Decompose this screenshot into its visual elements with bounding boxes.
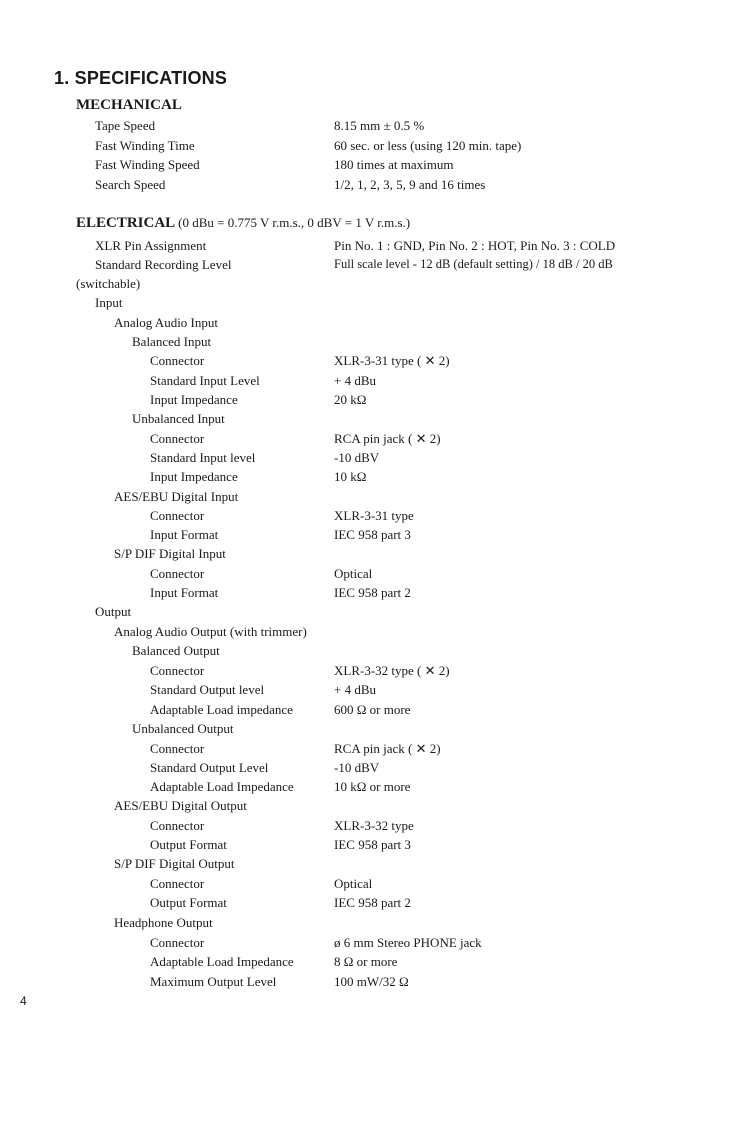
spec-label: Output Format: [150, 837, 227, 852]
spec-value: -10 dBV: [334, 760, 380, 775]
spec-label: Connector: [150, 566, 205, 581]
spec-note: (switchable): [76, 276, 141, 291]
spec-label: XLR Pin Assignment: [95, 238, 207, 253]
spec-value: 8.15 mm ± 0.5 %: [334, 118, 425, 133]
spec-value: XLR-3-31 type ( ✕ 2): [334, 353, 450, 368]
spec-value: + 4 dBu: [334, 373, 377, 388]
spec-label: Fast Winding Time: [95, 138, 195, 153]
input-title: Input: [95, 295, 123, 310]
spec-label: Adaptable Load impedance: [150, 702, 293, 717]
mechanical-heading: [76, 97, 182, 114]
page-number: 4: [20, 994, 27, 1008]
spec-label: Maximum Output Level: [150, 974, 277, 989]
analog-output-title: Analog Audio Output (with trimmer): [114, 624, 307, 639]
spec-value: IEC 958 part 2: [334, 585, 411, 600]
spec-label: Input Format: [150, 527, 219, 542]
spec-label: Connector: [150, 353, 205, 368]
spec-label: Standard Output level: [150, 682, 265, 697]
spec-value: Pin No. 1 : GND, Pin No. 2 : HOT, Pin No. 3 : COLD: [334, 238, 616, 253]
spdif-output-title: S/P DIF Digital Output: [114, 856, 235, 871]
output-title: Output: [95, 604, 132, 619]
spec-label: Output Format: [150, 895, 227, 910]
spec-label: Connector: [150, 935, 205, 950]
spec-label: Adaptable Load Impedance: [150, 779, 294, 794]
spec-value: -10 dBV: [334, 450, 380, 465]
spec-value: 100 mW/32 Ω: [334, 974, 409, 989]
spec-value: IEC 958 part 3: [334, 837, 411, 852]
spec-value: RCA pin jack ( ✕ 2): [334, 741, 441, 756]
spec-value: Optical: [334, 566, 373, 581]
electrical-note: (0 dBu = 0.775 V r.m.s., 0 dBV = 1 V r.m.s.): [178, 215, 411, 230]
electrical-heading: [76, 215, 410, 232]
headphone-output-title: Headphone Output: [114, 915, 213, 930]
spec-label: Adaptable Load Impedance: [150, 954, 294, 969]
spec-label: Connector: [150, 876, 205, 891]
spec-label: Connector: [150, 508, 205, 523]
aes-output-title: AES/EBU Digital Output: [114, 798, 247, 813]
spec-value: 8 Ω or more: [334, 954, 398, 969]
spec-value: + 4 dBu: [334, 682, 377, 697]
spec-label: Input Impedance: [150, 392, 238, 407]
spec-label: Connector: [150, 663, 205, 678]
electrical-title: ELECTRICAL: [76, 215, 175, 231]
spec-label: Standard Output Level: [150, 760, 269, 775]
spec-value: 180 times at maximum: [334, 157, 454, 172]
spec-value: IEC 958 part 3: [334, 527, 411, 542]
spec-value: XLR-3-32 type: [334, 818, 414, 833]
spec-label: Connector: [150, 431, 205, 446]
spec-label: Tape Speed: [95, 118, 156, 133]
unbalanced-output-title: Unbalanced Output: [132, 721, 234, 736]
spec-value: 600 Ω or more: [334, 702, 411, 717]
spec-value: Full scale level - 12 dB (default setting) / 18 dB / 20 dB: [334, 257, 613, 271]
spec-value: XLR-3-32 type ( ✕ 2): [334, 663, 450, 678]
spec-value: 10 kΩ: [334, 469, 367, 484]
spec-label: Standard Input Level: [150, 373, 260, 388]
spec-label: Standard Recording Level: [95, 257, 232, 272]
spdif-input-title: S/P DIF Digital Input: [114, 546, 226, 561]
spec-value: IEC 958 part 2: [334, 895, 411, 910]
balanced-output-title: Balanced Output: [132, 643, 220, 658]
spec-label: Input Format: [150, 585, 219, 600]
spec-label: Input Impedance: [150, 469, 238, 484]
spec-value: 60 sec. or less (using 120 min. tape): [334, 138, 522, 153]
spec-label: Search Speed: [95, 177, 166, 192]
spec-label: Fast Winding Speed: [95, 157, 200, 172]
analog-input-title: Analog Audio Input: [114, 315, 218, 330]
balanced-input-title: Balanced Input: [132, 334, 212, 349]
spec-value: ø 6 mm Stereo PHONE jack: [334, 935, 482, 950]
mechanical-title: MECHANICAL: [76, 97, 182, 113]
unbalanced-input-title: Unbalanced Input: [132, 411, 225, 426]
spec-value: 10 kΩ or more: [334, 779, 411, 794]
spec-label: Connector: [150, 741, 205, 756]
spec-value: RCA pin jack ( ✕ 2): [334, 431, 441, 446]
spec-label: Connector: [150, 818, 205, 833]
spec-value: XLR-3-31 type: [334, 508, 414, 523]
section-heading: 1. SPECIFICATIONS: [54, 68, 228, 88]
spec-value: 1/2, 1, 2, 3, 5, 9 and 16 times: [334, 177, 486, 192]
spec-value: 20 kΩ: [334, 392, 367, 407]
aes-input-title: AES/EBU Digital Input: [114, 489, 239, 504]
spec-label: Standard Input level: [150, 450, 256, 465]
spec-value: Optical: [334, 876, 373, 891]
